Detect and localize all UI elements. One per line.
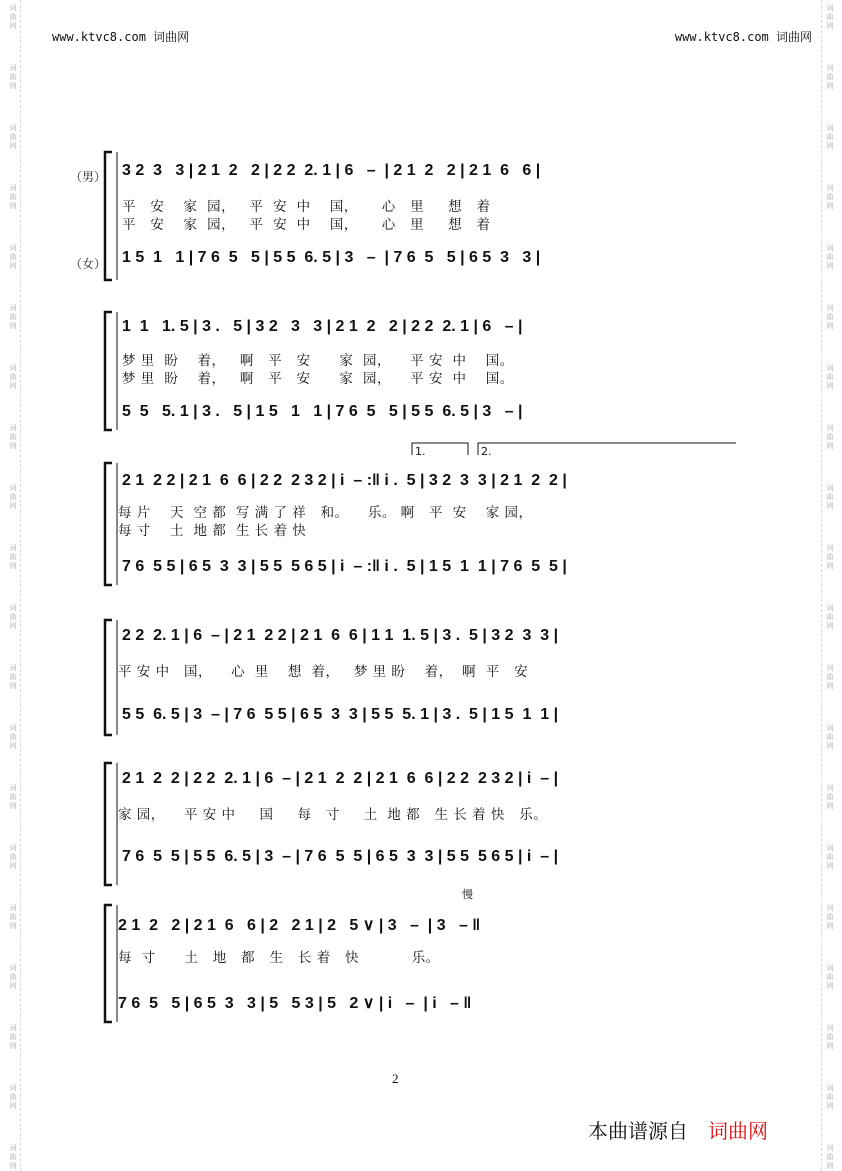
system-6-lower-notes: 7 6 5 5 | 6 5 3 3 | 5 5 3 | 5 2 ∨ | i – | i – ‖ xyxy=(118,995,472,1012)
system-4-lower-notes: 5 5 6. 5 | 3 – | 7 6 5 5 | 6 5 3 3 | 5 5 5. 1 | 3 . 5 | 1 5 1 1 | xyxy=(122,706,559,723)
watermark-stack: 词 曲 网 xyxy=(9,784,17,810)
watermark-stack: 词 曲 网 xyxy=(9,1024,17,1050)
watermark-stack: 词 曲 网 xyxy=(826,604,834,630)
voice-label-male: （男） xyxy=(70,170,107,184)
watermark-stack: 词 曲 网 xyxy=(9,604,17,630)
system-3-upper-notes: 2 1 2 2 | 2 1 6 6 | 2 2 2 3 2 | i – :‖ i . 5 | 3 2 3 3 | 2 1 2 2 | xyxy=(122,472,567,489)
system-5-upper-notes: 2 1 2 2 | 2 2 2. 1 | 6 – | 2 1 2 2 | 2 1 6 6 | 2 2 2 3 2 | i – | xyxy=(122,770,559,787)
watermark-stack: 词 曲 网 xyxy=(9,544,17,570)
system-1-lyric-2: 平 安 家 园， 平 安 中 国， 心 里 想 着 xyxy=(122,217,491,233)
watermark-stack: 词 曲 网 xyxy=(9,904,17,930)
watermark-stack: 词 曲 网 xyxy=(9,844,17,870)
system-3-lower-notes: 7 6 5 5 | 6 5 3 3 | 5 5 5 6 5 | i – :‖ i . 5 | 1 5 1 1 | 7 6 5 5 | xyxy=(122,558,567,575)
watermark-stack: 词 曲 网 xyxy=(826,904,834,930)
watermark-stack: 词 曲 网 xyxy=(826,1144,834,1170)
watermark-stack: 词 曲 网 xyxy=(826,544,834,570)
watermark-stack: 词 曲 网 xyxy=(9,4,17,30)
system-1-upper-notes: 3 2 3 3 | 2 1 2 2 | 2 2 2. 1 | 6 – | 2 1 2 2 | 2 1 6 6 | xyxy=(122,162,541,179)
watermark-stack: 词 曲 网 xyxy=(826,124,834,150)
watermark-stack: 词 曲 网 xyxy=(9,1084,17,1110)
system-4-lyric-1: 平 安 中 国， 心 里 想 着， 梦 里 盼 着， 啊 平 安 xyxy=(118,664,529,680)
footer-text: 本曲谱源自 xyxy=(588,1119,688,1143)
footer-brand-link[interactable]: 词曲网 xyxy=(708,1119,768,1143)
watermark-stack: 词 曲 网 xyxy=(826,184,834,210)
system-6-lyric-1: 每 寸 土 地 都 生 长 着 快 乐。 xyxy=(118,950,440,966)
watermark-stack: 词 曲 网 xyxy=(9,304,17,330)
watermark-stack: 词 曲 网 xyxy=(826,64,834,90)
watermark-stack: 词 曲 网 xyxy=(9,1144,17,1170)
volta-second-label: 2. xyxy=(481,445,492,458)
header-url-right[interactable]: www.ktvc8.com 词曲网 xyxy=(674,30,812,44)
watermark-stack: 词 曲 网 xyxy=(9,364,17,390)
system-5-lower-notes: 7 6 5 5 | 5 5 6. 5 | 3 – | 7 6 5 5 | 6 5 3 3 | 5 5 5 6 5 | i – | xyxy=(122,848,559,865)
watermark-stack: 词 曲 网 xyxy=(826,1084,834,1110)
watermark-stack: 词 曲 网 xyxy=(9,184,17,210)
volta-first-label: 1. xyxy=(415,445,426,458)
watermark-stack: 词 曲 网 xyxy=(826,664,834,690)
system-3-lyric-2: 每 寸 土 地 都 生 长 着 快 xyxy=(118,523,307,539)
watermark-stack: 词 曲 网 xyxy=(826,964,834,990)
system-4-upper-notes: 2 2 2. 1 | 6 – | 2 1 2 2 | 2 1 6 6 | 1 1 1. 5 | 3 . 5 | 3 2 3 3 | xyxy=(122,627,559,644)
system-2-upper-notes: 1 1 1. 5 | 3 . 5 | 3 2 3 3 | 2 1 2 2 | 2 2 2. 1 | 6 – | xyxy=(122,318,523,335)
watermark-stack: 词 曲 网 xyxy=(9,124,17,150)
system-2-lyric-1: 梦 里 盼 着， 啊 平 安 家 园， 平 安 中 国。 xyxy=(122,353,514,369)
watermark-stack: 词 曲 网 xyxy=(826,304,834,330)
system-6-upper-notes: 2 1 2 2 | 2 1 6 6 | 2 2 1 | 2 5 ∨ | 3 – | 3 – ‖ xyxy=(118,917,481,934)
voice-label-female: （女） xyxy=(70,257,107,271)
watermark-stack: 词 曲 网 xyxy=(9,484,17,510)
watermark-stack: 词 曲 网 xyxy=(9,64,17,90)
system-3-lyric-1: 每 片 天 空 都 写 满 了 祥 和。 乐。 啊 平 安 家 园， xyxy=(118,505,533,521)
watermark-stack: 词 曲 网 xyxy=(826,1024,834,1050)
footer-source xyxy=(588,1115,768,1144)
watermark-stack: 词 曲 网 xyxy=(826,484,834,510)
watermark-stack: 词 曲 网 xyxy=(826,724,834,750)
watermark-stack: 词 曲 网 xyxy=(9,664,17,690)
watermark-stack: 词 曲 网 xyxy=(9,424,17,450)
watermark-stack: 词 曲 网 xyxy=(826,784,834,810)
page-number: 2 xyxy=(392,1071,399,1086)
watermark-stack: 词 曲 网 xyxy=(826,244,834,270)
watermark-stack: 词 曲 网 xyxy=(826,4,834,30)
watermark-stack: 词 曲 网 xyxy=(9,244,17,270)
watermark-stack: 词 曲 网 xyxy=(9,964,17,990)
watermark-stack: 词 曲 网 xyxy=(826,364,834,390)
watermark-stack: 词 曲 网 xyxy=(9,724,17,750)
tempo-mark: 慢 xyxy=(462,888,473,901)
system-2-lyric-2: 梦 里 盼 着， 啊 平 安 家 园， 平 安 中 国。 xyxy=(122,371,514,387)
system-5-lyric-1: 家 园， 平 安 中 国 每 寸 土 地 都 生 长 着 快 乐。 xyxy=(118,807,548,823)
system-2-lower-notes: 5 5 5. 1 | 3 . 5 | 1 5 1 1 | 7 6 5 5 | 5 5 6. 5 | 3 – | xyxy=(122,403,523,420)
watermark-stack: 词 曲 网 xyxy=(826,844,834,870)
header-url-left[interactable]: www.ktvc8.com 词曲网 xyxy=(52,30,190,44)
system-1-lower-notes: 1 5 1 1 | 7 6 5 5 | 5 5 6. 5 | 3 – | 7 6 5 5 | 6 5 3 3 | xyxy=(122,249,541,266)
watermark-stack: 词 曲 网 xyxy=(826,424,834,450)
system-1-lyric-1: 平 安 家 园， 平 安 中 国， 心 里 想 着 xyxy=(122,199,491,215)
